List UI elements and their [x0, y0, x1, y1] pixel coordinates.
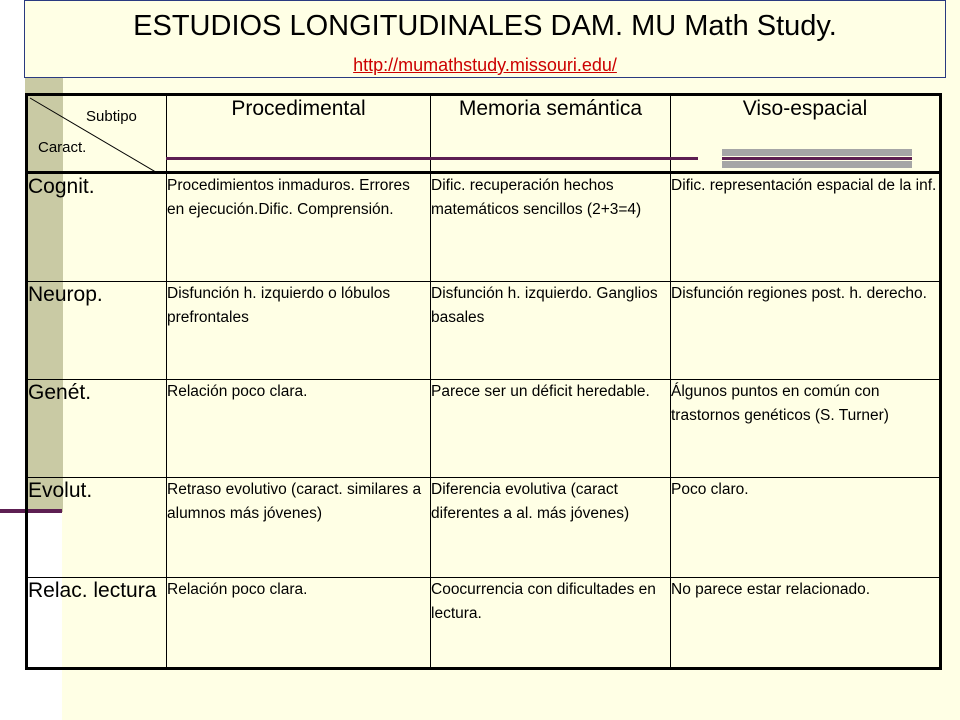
table-row [27, 478, 941, 578]
column-header: Viso-espacial [671, 95, 941, 173]
row-header: Genét. [27, 380, 167, 478]
table-row [27, 282, 941, 380]
corner-label-subtipo: Subtipo [86, 108, 137, 125]
table-row [27, 173, 941, 282]
study-link[interactable]: http://mumathstudy.missouri.edu/ [353, 55, 617, 75]
corner-cell [27, 95, 167, 173]
table-cell: Poco claro. [671, 478, 941, 578]
row-header: Relac. lectura [27, 578, 167, 669]
table-row [27, 578, 941, 669]
row-header: Evolut. [27, 478, 167, 578]
table-cell: Disfunción regiones post. h. derecho. [671, 282, 941, 380]
title-box [24, 0, 946, 78]
table-cell: Procedimientos inmaduros. Errores en ejecución.Dific. Comprensión. [167, 173, 431, 282]
table-cell: Dific. representación espacial de la inf. [671, 173, 941, 282]
header-gray-bar [722, 149, 912, 156]
corner-label-caract: Caract. [38, 139, 87, 156]
table-cell: Retraso evolutivo (caract. similares a alumnos más jóvenes) [167, 478, 431, 578]
table-cell: Disfunción h. izquierdo. Ganglios basales [431, 282, 671, 380]
row-header: Cognit. [27, 173, 167, 282]
table-cell: Dific. recuperación hechos matemáticos sencillos (2+3=4) [431, 173, 671, 282]
table-cell: Coocurrencia con dificultades en lectura. [431, 578, 671, 669]
column-header: Procedimental [167, 95, 431, 173]
row-header: Neurop. [27, 282, 167, 380]
column-header: Memoria semántica [431, 95, 671, 173]
header-accent-line [166, 157, 698, 160]
slide-title: ESTUDIOS LONGITUDINALES DAM. MU Math Study. [133, 10, 837, 42]
table-cell: No parece estar relacionado. [671, 578, 941, 669]
table-cell: Parece ser un déficit heredable. [431, 380, 671, 478]
table-cell: Disfunción h. izquierdo o lóbulos prefrontales [167, 282, 431, 380]
comparison-table [25, 93, 942, 670]
table-cell: Relación poco clara. [167, 380, 431, 478]
table-cell: Álgunos puntos en común con trastornos genéticos (S. Turner) [671, 380, 941, 478]
table-row [27, 380, 941, 478]
table-cell: Relación poco clara. [167, 578, 431, 669]
header-accent-line [722, 157, 912, 160]
table-cell: Diferencia evolutiva (caract diferentes a al. más jóvenes) [431, 478, 671, 578]
header-gray-bar [722, 161, 912, 168]
